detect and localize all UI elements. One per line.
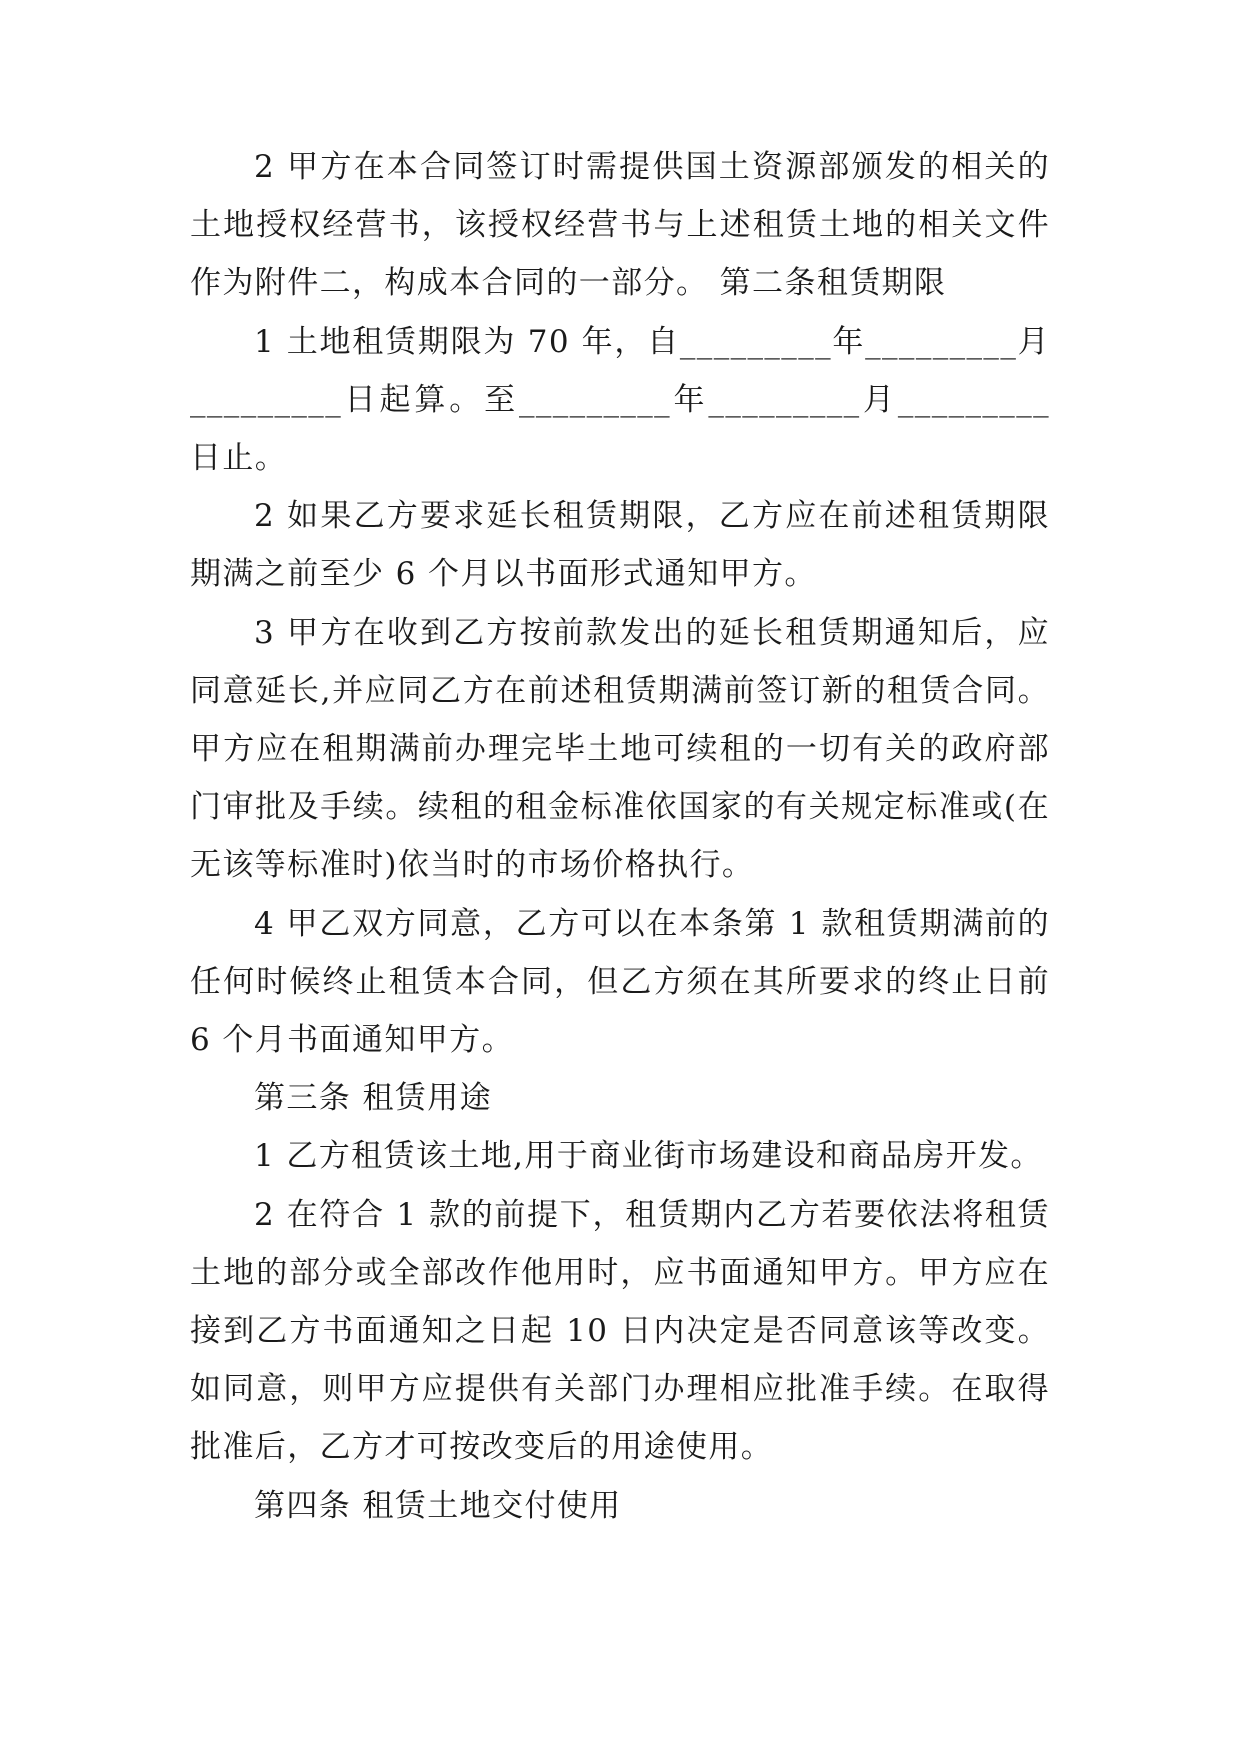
paragraph-attachment-two: 2 甲方在本合同签订时需提供国土资源部颁发的相关的土地授权经营书，该授权经营书与上述租赁土地的相关文件作为附件二，构成本合同的一部分。 第二条租赁期限: [190, 149, 1050, 302]
paragraph-change-of-use: 2 在符合 1 款的前提下，租赁期内乙方若要依法将租赁土地的部分或全部改作他用时，应书面通知甲方。甲方应在接到乙方书面通知之日起 10 日内决定是否同意该等改变。如同意，则甲方应提供有关部门办理相应批准手续。在取得批准后，乙方才可按改变后的用途使用。: [190, 1196, 1050, 1466]
paragraph-lease-term: 1 土地租赁期限为 70 年，自_________年_________月_________日起算。至_________年_________月_________日止。: [190, 323, 1050, 477]
paragraph-land-use: 1 乙方租赁该土地,用于商业街市场建设和商品房开发。: [254, 1138, 1043, 1175]
section-heading-article-3: 第三条 租赁用途: [254, 1080, 493, 1117]
paragraph-extension-consent: 3 甲方在收到乙方按前款发出的延长租赁期通知后，应同意延长,并应同乙方在前述租赁期满前签订新的租赁合同。甲方应在租期满前办理完毕土地可续租的一切有关的政府部门审批及手续。续租的租金标准依国家的有关规定标准或(在无该等标准时)依当时的市场价格执行。: [190, 614, 1050, 884]
paragraph-early-termination: 4 甲乙双方同意，乙方可以在本条第 1 款租赁期满前的任何时候终止租赁本合同，但乙方须在其所要求的终止日前 6 个月书面通知甲方。: [190, 905, 1050, 1059]
section-heading-article-4: 第四条 租赁土地交付使用: [254, 1487, 622, 1524]
document-page: [190, 138, 1050, 1535]
paragraph-extension-request: 2 如果乙方要求延长租赁期限，乙方应在前述租赁期限期满之前至少 6 个月以书面形式通知甲方。: [190, 498, 1050, 593]
